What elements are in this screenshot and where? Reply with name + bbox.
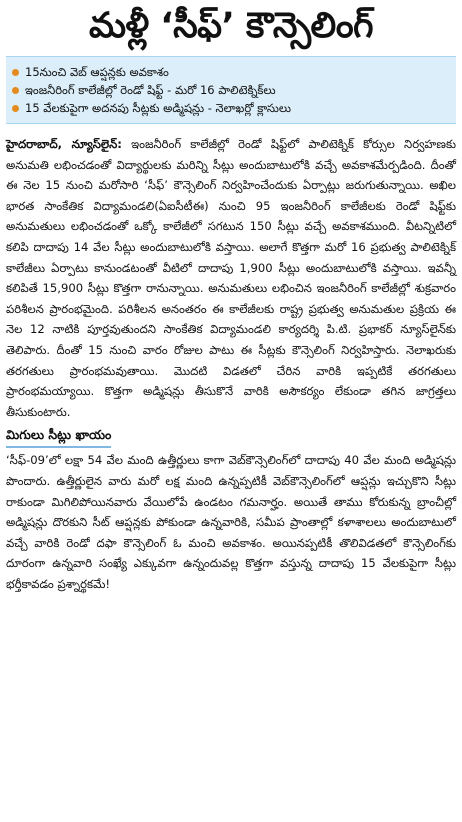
bullet-icon <box>12 87 19 94</box>
article-paragraph-1 <box>6 134 456 422</box>
dateline: హైదరాబాద్, న్యూస్‌లైన్: <box>6 137 122 151</box>
highlight-text: 15నుంచి వెబ్ ఆప్షన్లకు అవకాశం <box>25 65 169 79</box>
bullet-icon <box>12 105 19 112</box>
highlight-text: 15 వేలకుపైగా అదనపు సీట్లకు అడ్మిషన్లు - నెలాఖర్లో క్లాసులు <box>25 101 292 115</box>
highlight-text: ఇంజనీరింగ్ కాలేజీల్లో రెండో షిఫ్ట్ - మరో 16 పాలిటెక్నిక్‌లు <box>25 83 276 97</box>
bullet-icon <box>12 69 19 76</box>
highlights-box <box>6 56 456 124</box>
article-paragraph-2: ‘సీఫ్-09’లో లక్షా 54 వేల మంది ఉత్తీర్ణులు కాగా వెబ్‌కౌన్సెలింగ్‌లో దాదాపు 40 వేల మంది అడ్మిషన్లు పొందారు. ఉత్తీర్ణులైన వారు మరో లక్ష మంది ఉన్నప్పటికీ వెబ్‌కౌన్సెలింగ్‌లో ఆప్షన్లు ఇచ్చుకొని సీట్లు రాకుండా మిగిలిపోయినవారు వేయిలోపే ఉండటం గమనార్హం. అయితే తాము కోరుకున్న బ్రాంచీల్లో అడ్మిషన్లు దొరకుని సీట్ ఆప్షన్లకు పోకుండా ఉన్నవారికి, సమీప ప్రాంతాల్లో కళాశాలలు అందుబాటులో వచ్చే వారికి రెండో దఫా కౌన్సెలింగ్ ఓ మంచి అవకాశం. అయినప్పటికీ తొలివిడతలో కౌన్సెలింగ్‌కు దూరంగా ఉన్నవారి సంఖ్యే ఎక్కువగా ఉన్నందువల్ల కొత్తగా వస్తున్న దాదాపు 15 వేలకుపైగా సీట్లు భర్తీకావడం ప్రశ్నార్థకమే! <box>6 453 456 591</box>
highlight-item <box>12 63 450 81</box>
subheading-text: మిగులు సీట్లు ఖాయం <box>6 424 111 448</box>
headline: మళ్లీ ‘సీఫ్’ కౌన్సెలింగ్ <box>88 6 374 46</box>
highlight-item <box>12 81 450 99</box>
highlight-item <box>12 99 450 117</box>
paragraph-1-text: ఇంజనీరింగ్ కాలేజీల్లో రెండో షిఫ్ట్‌లో పాలిటెక్నిక్ కోర్సుల నిర్వహణకు అనుమతి లభించడంతో విద్యార్థులకు మరిన్ని సీట్లు అందుబాటులోకి వచ్చే అవకాశమేర్పడింది. దీంతో ఈ నెల 15 నుంచి మరోసారి ‘సీఫ్’ కౌన్సెలింగ్ నిర్వహించేందుకు ఏర్పాట్లు జరుగుతున్నాయి. అఖిల భారత సాంకేతిక విద్యామండలి(ఏఐసీటీఈ) నుంచి 95 ఇంజనీరింగ్ కాలేజీలకు రెండో షిఫ్ట్‌కు అనుమతులు లభించడంతో ఒక్కో కాలేజీలో సగటున 150 సీట్లు వచ్చే అవకాశముంది. వీటన్నిటిలో కలిపి దాదాపు 14 వేల సీట్లు అందుబాటులోకి వస్తాయి. అలాగే కొత్తగా మరో 16 ప్రభుత్వ పాలిటెక్నిక్ కాలేజీలు ఏర్పాటు కానుండటంతో వీటిలో దాదాపు 1,900 సీట్లు అందుబాటులోకి వస్తాయి. ఇవన్నీ కలిపితే 15,900 సీట్లు కొత్తగా రానున్నాయి. అనుమతులు లభించిన ఇంజనీరింగ్ కాలేజీల్లో శుక్రవారం పరిశీలన ప్రారంభమైంది. పరిశీలన అనంతరం ఈ కాలేజీలకు రాష్ట్ర ప్రభుత్వ అనుమతుల ప్రక్రియ ఈ నెల 12 నాటికి పూర్తవుతుందని సాంకేతిక విద్యామండలి కార్యదర్శి పి.టి. ప్రభాకర్ న్యూస్‌లైన్‌కు తెలిపారు. దీంతో 15 నుంచి వారం రోజుల పాటు ఈ సీట్లకు కౌన్సెలింగ్ నిర్వహిస్తారు. నెలాఖరుకు తరగతులు ప్రారంభమవుతాయి. మొదటి విడతలో చేరిన వారికి ఇప్పటికే తరగతులు ప్రారంభమయ్యాయి. కొత్తగా అడ్మిషన్లు తీసుకొనే వారికి అసౌకర్యం లేకుండా తగిన జాగ్రత్తలు తీసుకుంటారు. <box>6 137 457 419</box>
subheading <box>6 424 456 448</box>
